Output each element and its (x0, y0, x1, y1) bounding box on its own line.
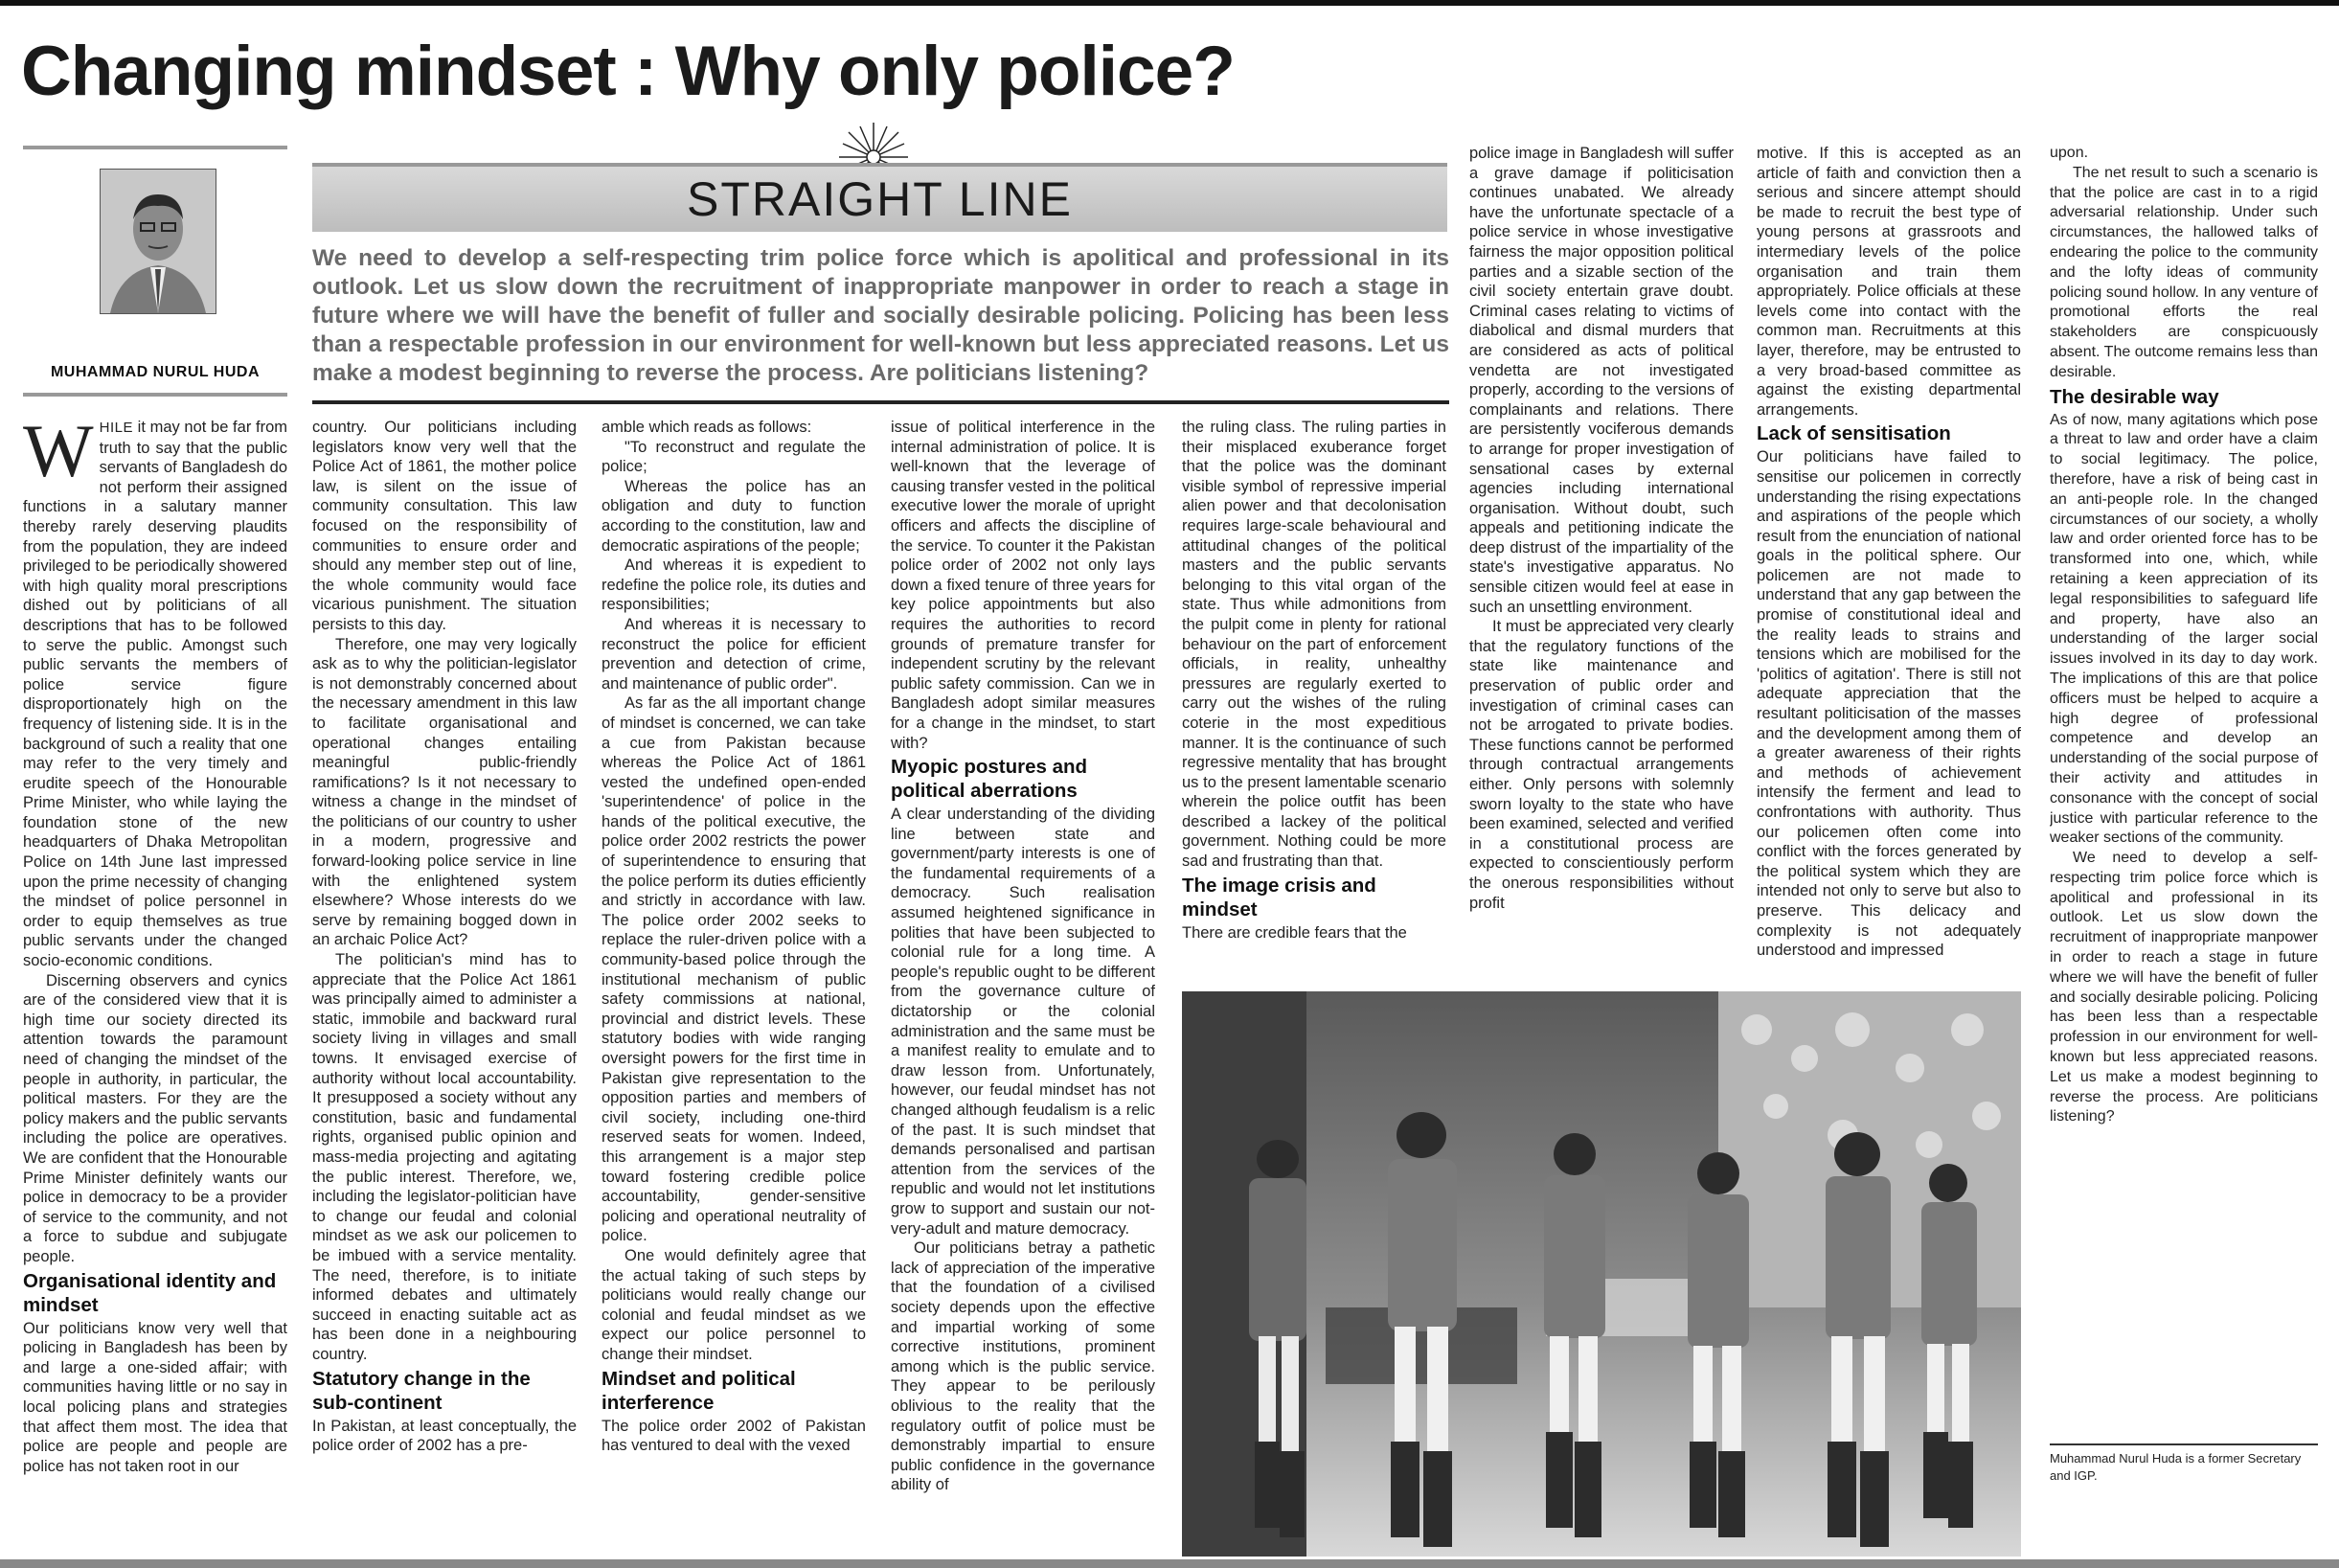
headline: Changing mindset : Why only police? (21, 33, 1235, 110)
column-1 (23, 418, 287, 1557)
col5-paragraph-1: the ruling class. The ruling parties in their misplaced exuberance forget that the police was the dominant visible symbol of repressive imperial alien power and that decolonisation requires large-scale behavioural and attitudinal changes of the political masters and the public servants belonging to this vital organ of the state. Thus while admonitions from the pulpit come in plenty for rational behaviour on the part of enforcement officials, in reality, unhealthy pressures are regularly exerted to carry out the wishes of the ruling coterie in the most expeditious manner. It is the continuance of such regressive mentality that has brought us to the present lamentable scenario wherein the police outfit has been described a lackey of the political government. Nothing could be more sad and frustrating than that. (1182, 419, 1446, 871)
column-7 (1757, 144, 2021, 983)
col1-p1-text: it may not be far from truth to say that the public servants of Bangladesh do not perform their assigned functions in a salutary manner thereby rarely deserving plaudits from the population, they are indeed privileged to be periodically showered with high quality moral prescriptions dished out by politicians of all descriptions that has to be followed to serve the public. Amongst such public servants the members of police service figure disproportionately high on the frequency of listening side. It is in the background of such a reality that one may refer to the very timely and erudite speech of the Honourable Prime Minister, who while laying the foundation stone of the new headquarters of Dhaka Metropolitan Police on 14th June last impressed upon the prime necessity of changing the mindset of police personnel in order to equip themselves as true public servants under the changed socio-economic conditions. (23, 419, 287, 970)
col3-paragraph-1: amble which reads as follows: (602, 419, 812, 436)
author-bio: Muhammad Nurul Huda is a former Secretary and IGP. (2050, 1451, 2302, 1483)
col8-paragraph-1: upon. (2050, 145, 2089, 161)
author-box (23, 146, 287, 397)
column-2 (312, 418, 577, 1557)
col7-paragraph-2: Our politicians have failed to sensitise our policemen in correctly understanding the rising expectations and aspirations of the people which result from the enunciation of national goals in the political sphere. Our policemen are not made to understand that any gap between the promise of constitutional ideal and the reality leads to strains and tensions which are mobilised for the 'politics of agitation'. There is still not adequate appreciation that the resultant politicisation of the masses and the development among them of a greater awareness of their rights and methods of achievement intensify the ferment and lead to confrontations with authority. Thus our policemen often come into conflict with the forces generated by the political system which they are intended not only to serve but also to preserve. This delicacy and complexity is not adequately understood and impressed (1757, 448, 2021, 960)
col1-paragraph-1 (23, 418, 287, 971)
deck-rule (312, 400, 1449, 404)
col7-subhead: Lack of sensitisation (1757, 422, 1951, 445)
col3-paragraph-6: As far as the all important change of mindset is concerned, we can take a cue from Pakistan because whereas the Police Act of 1861 vested the undefined open-ended 'superintendence' of police in the hands of the political executive, the police order 2002 restricts the power of superintendence to ensuring that the police perform its duties efficiently and strictly in accordance with law. The police order 2002 seeks to replace the ruler-driven police with a community-based police through the institutional mechanism of public safety commissions at national, provincial and district levels. These statutory bodies with wide ranging oversight powers for the first time in Pakistan give representation to the opposition parties and members of civil society, including one-third reserved seats for women. Indeed, this arrangement is a major step toward fostering credible police accountability, gender-sensitive policing and operational neutrality of police. (602, 694, 866, 1245)
col7-paragraph-1: motive. If this is accepted as an article of faith and conviction then a serious and sincere attempt should be made to recruit the best type of young persons at grassroots and intermediary levels of the police organisation and train them appropriately. Police officials at these levels come into contact with the common man. Recruitments at this layer, therefore, may be entrusted to a very broad-based committee as against the existing departmental arrangements. (1757, 145, 2021, 419)
bio-rule (2050, 1443, 2318, 1445)
author-box-top-rule (23, 146, 287, 149)
col8-paragraph-2: The net result to such a scenario is that the police are cast in to a rigid adversarial relationship. Under such circumstances, the hallowed talks of endearing the police to the community and the lofty ideas of community policing sound hollow. In any venture of promotional efforts the real stakeholders are conspicuously absent. The outcome remains less than desirable. (2050, 164, 2318, 380)
deck-summary: We need to develop a self-respecting trim police force which is apolitical and professional in its outlook. Let us slow down the recruitment of inappropriate manpower in order to reach a stage in future where we will have the benefit of fuller and socially desirable policing. Policing has been less than a respectable profession in our environment for well-known but less appreciated reasons. Let us make a modest beginning to reverse the process. Are politicians listening? (312, 245, 1449, 386)
col8-paragraph-3: As of now, many agitations which pose a threat to law and order have a claim to social legitimacy. The police, therefore, have a risk of being cast in an anti-people role. In the changed circumstances of our society, a wholly law and order oriented force has to be transformed into one, which, while retaining a keen appreciation of its legal responsibilities to safeguard life and property, have also an understanding of the larger social issues involved in its day to day work. The implications of this are that police officers must be helped to acquire a high degree of professional competence and develop an understanding of the social purpose of their activity and attitudes in consonance with the concept of social justice with particular reference to the weaker sections of the community. (2050, 411, 2318, 847)
col6-paragraph-1: police image in Bangladesh will suffer a grave damage if politicisation continues unabated. We already have the unfortunate spectacle of a police service in whose investigative fairness the major opposition political parties and a sizable section of the civil society entertain grave doubt. Criminal cases relating to victims of diabolical and dismal murders that are considered as acts of political vendetta are not investigated properly, according to the versions of complainants and relations. There are persistently vociferous demands to arrange for proper investigation of sensational cases by external agencies including international organisation. Without doubt, such appeals and petitioning indicate the deep distrust of the impartiality of the state's investigative apparatus. No sensible citizen would feel at ease in such an unsettling environment. (1469, 145, 1734, 616)
col1-paragraph-2: Discerning observers and cynics are of the considered view that it is high time our society directed its attention towards the paramount need of changing the mindset of the people in authority, in particular, the political masters. For they are the policy makers and the public servants including the police are operatives. We are confident that the Honourable Prime Minister definitely wants our police in democracy to be a provider of service to the community, and not a force to subdue and subjugate people. (23, 971, 287, 1265)
col2-paragraph-2: Therefore, one may very logically ask as to why the politician-legislator is not demonstrably concerned about the necessary amendment in this law to facilitate organisational and operational changes entailing meaningful public-friendly ramifications? Is it not necessary to witness a change in the mindset of the politicians of our country to usher in a modern, progressive and forward-looking police service in line with the enlightened system elsewhere? Whose interests do we serve by remaining bogged down in an archaic Police Act? (312, 635, 577, 949)
col2-paragraph-1: country. Our politicians including legislators know very well that the Police Act of 1861, the mother police law, is silent on the issue of community consultation. This law focused on the responsibility of communities to ensure order and should any member step out of line, the whole community would face vicarious punishment. The situation persists to this day. (312, 419, 577, 633)
column-4 (891, 418, 1155, 1557)
col4-paragraph-1: issue of political interference in the internal administration of police. It is well-known that the leverage of causing transfer vested in the political executive lower the morale of upright officers and affects the discipline of the service. To counter it the Pakistan police order of 2002 not only lays down a fixed tenure of three years for key police appointments but also requires the authorities to record grounds of premature transfer for independent scrutiny by the relevant public safety commission. Can we in Bangladesh adopt similar measures for a change in the mindset, to start with? (891, 419, 1155, 752)
col3-paragraph-5: And whereas it is necessary to reconstruct the police for efficient prevention and detection of crime, and maintenance of public order". (602, 615, 866, 693)
column-6 (1469, 144, 1734, 983)
col1-paragraph-3: Our politicians know very well that policing in Bangladesh has been by and large a one-sided affair; with communities having little or no say in local policing plans and strategies that affect them most. The idea that police are people and people are police has not taken root in our (23, 1319, 287, 1475)
col4-paragraph-3: Our politicians betray a pathetic lack of appreciation of the imperative that the foundation of a civilised society depends upon the effective and impartial working of some corrective institutions, prominent among which is the public service. They appear to be perilously oblivious to the reality that the regulatory outfit of police must be demonstrably impartial to ensure public confidence in the governance ability of (891, 1239, 1155, 1494)
bottom-rule (0, 1559, 2339, 1568)
col1-subhead: Organisational identity and mindset (23, 1269, 277, 1316)
top-rule (0, 0, 2339, 6)
author-name: MUHAMMAD NURUL HUDA (50, 364, 261, 380)
police-march-image (1182, 991, 2021, 1557)
lead-caps: HILE (99, 420, 133, 436)
col5-paragraph-2: There are credible fears that the (1182, 923, 1407, 942)
col2-paragraph-3: The politician's mind has to appreciate that the Police Act 1861 was principally aimed to administer a static, immobile and backward rural society living in villages and small towns. It envisaged exercise of authority without local accountability. It presupposed a society without any constitution, basic and fundamental rights, organised public opinion and mass-media projecting and agitating the public interest. Therefore, we, including the legislator-politician have to change our feudal and colonial mindset as we ask our policemen to be imbued with a service mentality. The need, therefore, is to initiate informed debates and ultimately succeed in enacting suitable act as has been done in a neighbouring country. (312, 951, 577, 1363)
col3-paragraph-7: One would definitely agree that the actual taking of such steps by politicians would really change our colonial and feudal mindset as we expect our police personnel to change their mindset. (602, 1246, 866, 1363)
column-5 (1182, 418, 1446, 981)
col3-paragraph-2: "To reconstruct and regulate the police; (602, 438, 866, 476)
police-march-photo (1182, 991, 2021, 1557)
column-8 (2050, 144, 2318, 1437)
col4-subhead: Myopic postures and political aberrations (891, 756, 1088, 803)
column-3 (602, 418, 866, 1557)
col3-subhead: Mindset and political interference (602, 1367, 796, 1414)
col2-subhead: Statutory change in the sub-continent (312, 1367, 531, 1414)
col2-paragraph-4: In Pakistan, at least conceptually, the police order of 2002 has a pre- (312, 1417, 577, 1455)
drop-cap: W (23, 418, 94, 492)
author-photo (100, 169, 216, 314)
col3-paragraph-8: The police order 2002 of Pakistan has ventured to deal with the vexed (602, 1417, 866, 1455)
column-name: STRAIGHT LINE (687, 172, 1073, 226)
col8-subhead: The desirable way (2050, 385, 2219, 408)
author-box-bottom-rule (23, 393, 287, 397)
col5-subhead: The image crisis and mindset (1182, 874, 1376, 920)
col6-paragraph-2: It must be appreciated very clearly that the regulatory functions of the state like maintenance and preservation of public order and investigation of criminal cases can not be arrogated to private bodies. These functions cannot be performed through contractual arrangements either. Only persons with solemnly sworn loyalty to the state who have been examined, selected and verified in a constitutional process are expected to conscientiously perform the onerous responsibilities without profit (1469, 618, 1734, 912)
column-banner (312, 163, 1447, 232)
col4-paragraph-2: A clear understanding of the dividing line between state and government/party interests is one of the fundamental requirements of a democracy. Such realisation assumed heightened significance in polities that have been subjected to colonial rule for a long time. A people's republic ought to be different from the governance culture of dictatorship or the colonial administration and the same must be a manifest reality to emulate and to draw lesson from. Unfortunately, however, our feudal mindset has not changed although feudalism is a relic of the past. It is such mindset that demands personalised and partisan attention from the services of the republic and would not let institutions grow to support and sustain our not-very-adult and mature democracy. (891, 806, 1155, 1238)
author-portrait-image (101, 170, 216, 313)
col3-paragraph-4: And whereas it is expedient to redefine the police role, its duties and responsibilities; (602, 557, 866, 614)
col8-paragraph-4: We need to develop a self-respecting trim police force which is apolitical and professional in its outlook. Let us slow down the recruitment of inappropriate manpower in order to reach a stage in future where we will have the benefit of fuller and socially desirable policing. Policing has been less than a respectable profession in our environment for well-known but less appreciated reasons. Let us make a modest beginning to reverse the process. Are politicians listening? (2050, 850, 2318, 1125)
col3-paragraph-3: Whereas the police has an obligation and duty to function according to the constitution, law and democratic aspirations of the people; (602, 477, 866, 555)
